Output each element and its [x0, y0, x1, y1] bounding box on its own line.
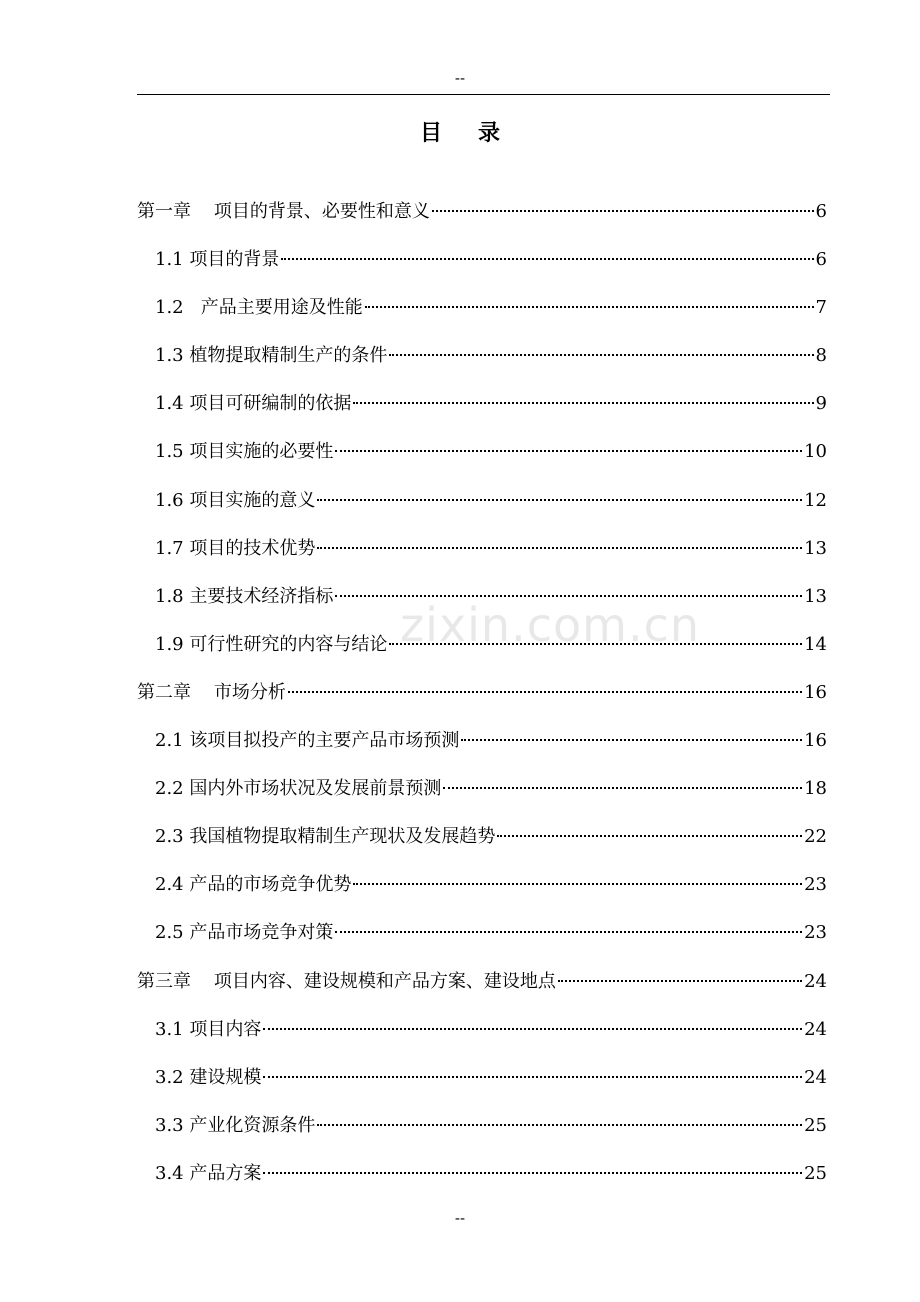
toc-page-number: 23 — [804, 922, 827, 944]
toc-section-entry[interactable] — [137, 380, 827, 428]
toc-entry-label: 1.7 项目的技术优势 — [155, 537, 316, 559]
toc-section-entry[interactable] — [137, 813, 827, 861]
toc-page-number: 13 — [804, 537, 827, 559]
toc-dot-leader — [281, 258, 813, 260]
toc-section-entry[interactable] — [137, 621, 827, 669]
toc-dot-leader — [335, 450, 802, 452]
toc-entry-label: 1.9 可行性研究的内容与结论 — [155, 633, 388, 655]
toc-dot-leader — [263, 1172, 802, 1174]
page-footer-mark: -- — [454, 1209, 466, 1227]
toc-page-number: 13 — [804, 585, 827, 607]
toc-dot-leader — [558, 980, 802, 982]
toc-chapter-entry[interactable] — [137, 669, 827, 717]
toc-dot-leader — [317, 499, 802, 501]
toc-page-number: 24 — [804, 1066, 827, 1088]
toc-page-number: 24 — [804, 970, 827, 992]
toc-section-entry[interactable] — [137, 332, 827, 380]
toc-entry-label: 第二章 市场分析 — [137, 681, 286, 703]
watermark: zixin.com.cn — [400, 598, 701, 652]
toc-entry-label: 1.6 项目实施的意义 — [155, 489, 316, 511]
toc-dot-leader — [443, 787, 802, 789]
toc-section-entry[interactable] — [137, 909, 827, 957]
toc-entry-label: 1.3 植物提取精制生产的条件 — [155, 345, 388, 367]
toc-entry-label: 3.3 产业化资源条件 — [155, 1114, 316, 1136]
toc-dot-leader — [353, 402, 813, 404]
toc-entry-label: 2.1 该项目拟投产的主要产品市场预测 — [155, 730, 460, 752]
toc-section-entry[interactable] — [137, 573, 827, 621]
toc-section-entry[interactable] — [137, 717, 827, 765]
toc-page-number: 24 — [804, 1018, 827, 1040]
toc-entry-label: 1.5 项目实施的必要性 — [155, 441, 334, 463]
toc-section-entry[interactable] — [137, 861, 827, 909]
page-header-mark: -- — [454, 69, 466, 87]
toc-dot-leader — [288, 691, 802, 693]
toc-page-number: 16 — [804, 730, 827, 752]
table-of-contents — [137, 188, 827, 1198]
toc-dot-leader — [335, 931, 802, 933]
toc-chapter-entry[interactable] — [137, 958, 827, 1006]
toc-dot-leader — [263, 1076, 802, 1078]
toc-page-number: 12 — [804, 489, 827, 511]
toc-section-entry[interactable] — [137, 1054, 827, 1102]
toc-page-number: 23 — [804, 874, 827, 896]
toc-entry-label: 2.3 我国植物提取精制生产现状及发展趋势 — [155, 826, 496, 848]
toc-dot-leader — [497, 835, 802, 837]
toc-title: 目录 — [419, 120, 536, 146]
toc-section-entry[interactable] — [137, 1102, 827, 1150]
toc-page-number: 16 — [804, 681, 827, 703]
toc-page-number: 6 — [815, 249, 827, 271]
toc-entry-label: 3.4 产品方案 — [155, 1162, 262, 1184]
toc-page-number: 25 — [804, 1114, 827, 1136]
toc-section-entry[interactable] — [137, 428, 827, 476]
toc-dot-leader — [353, 883, 802, 885]
toc-entry-label: 2.4 产品的市场竞争优势 — [155, 874, 352, 896]
toc-dot-leader — [389, 643, 802, 645]
toc-section-entry[interactable] — [137, 236, 827, 284]
toc-page-number: 7 — [815, 297, 827, 319]
toc-chapter-entry[interactable] — [137, 188, 827, 236]
header-rule — [137, 94, 830, 95]
toc-dot-leader — [317, 1124, 802, 1126]
toc-page-number: 8 — [815, 345, 827, 367]
toc-page-number: 14 — [804, 633, 827, 655]
toc-section-entry[interactable] — [137, 525, 827, 573]
toc-entry-label: 2.5 产品市场竞争对策 — [155, 922, 334, 944]
toc-entry-label: 2.2 国内外市场状况及发展前景预测 — [155, 778, 442, 800]
toc-entry-label: 第三章 项目内容、建设规模和产品方案、建设地点 — [137, 970, 556, 992]
toc-entry-label: 1.1 项目的背景 — [155, 249, 280, 271]
toc-entry-label: 1.2 产品主要用途及性能 — [155, 297, 363, 319]
toc-entry-label: 3.1 项目内容 — [155, 1018, 262, 1040]
toc-entry-label: 第一章 项目的背景、必要性和意义 — [137, 201, 430, 222]
toc-dot-leader — [389, 354, 813, 356]
toc-dot-leader — [432, 210, 814, 212]
toc-entry-label: 1.8 主要技术经济指标 — [155, 585, 334, 607]
toc-page-number: 10 — [804, 441, 827, 463]
toc-entry-label: 3.2 建设规模 — [155, 1066, 262, 1088]
toc-dot-leader — [365, 306, 814, 308]
toc-dot-leader — [461, 739, 802, 741]
toc-page-number: 25 — [804, 1162, 827, 1184]
toc-dot-leader — [335, 595, 802, 597]
toc-section-entry[interactable] — [137, 765, 827, 813]
toc-section-entry[interactable] — [137, 1006, 827, 1054]
toc-entry-label: 1.4 项目可研编制的依据 — [155, 393, 352, 415]
toc-page-number: 9 — [815, 393, 827, 415]
toc-section-entry[interactable] — [137, 284, 827, 332]
toc-dot-leader — [263, 1028, 802, 1030]
toc-page-number: 18 — [804, 778, 827, 800]
toc-dot-leader — [317, 547, 802, 549]
toc-section-entry[interactable] — [137, 1150, 827, 1198]
toc-section-entry[interactable] — [137, 477, 827, 525]
toc-page-number: 22 — [804, 826, 827, 848]
toc-page-number: 6 — [815, 201, 827, 222]
